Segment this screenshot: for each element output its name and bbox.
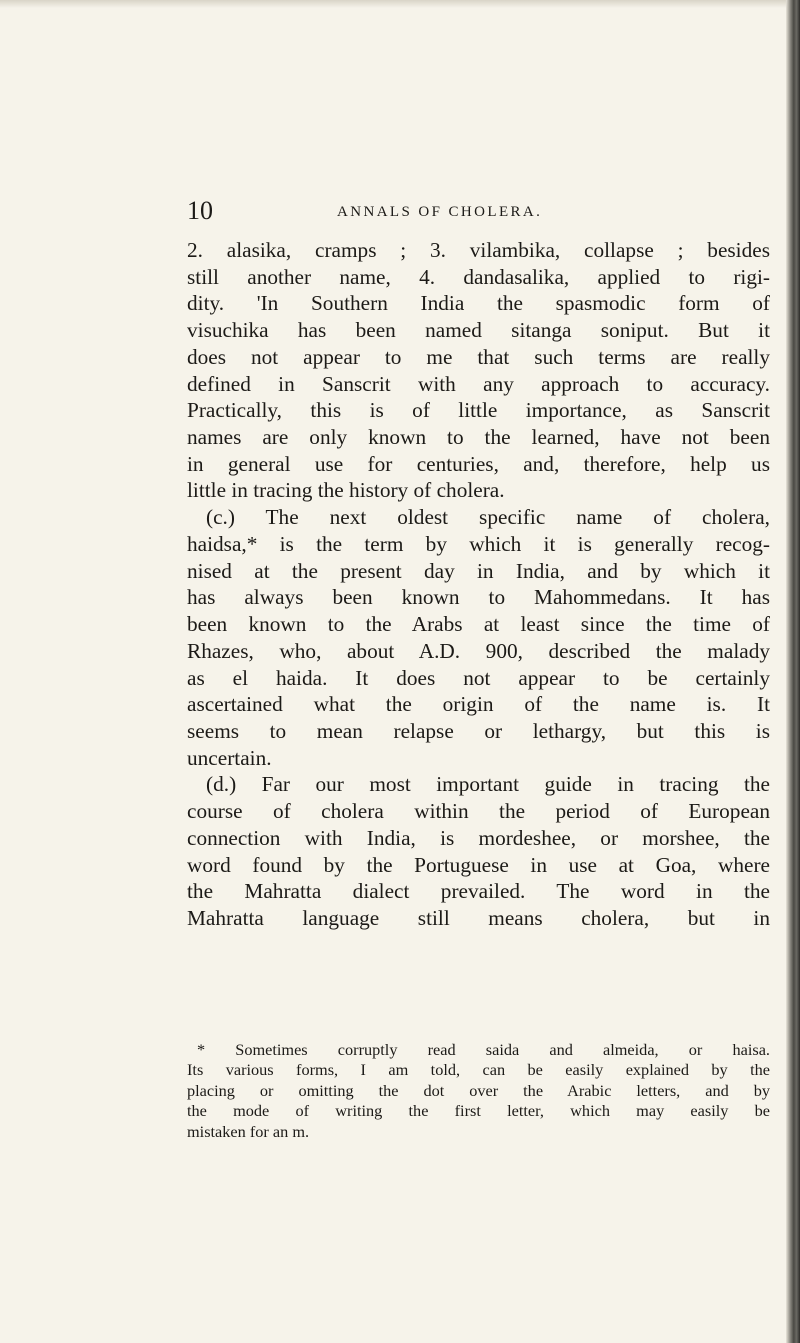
body-line: the Mahratta dialect prevailed. The word in the	[187, 879, 770, 904]
body-line: ascertained what the origin of the name is. It	[187, 692, 770, 717]
body-line: still another name, 4. dandasalika, applied to rigi-	[187, 264, 770, 289]
running-title: ANNALS OF CHOLERA.	[337, 204, 543, 220]
body-line: course of cholera within the period of European	[187, 799, 770, 824]
body-line: defined in Sanscrit with any approach to accuracy.	[187, 371, 770, 396]
body-line: dity. 'In Southern India the spasmodic form of	[187, 291, 770, 316]
footnote	[187, 1040, 770, 1142]
page-top-edge	[0, 0, 800, 8]
footnote-line: placing or omitting the dot over the Arabic letters, and by	[187, 1080, 770, 1100]
footnote-line: Its various forms, I am told, can be easily explained by the	[187, 1060, 770, 1080]
footnote-line: * Sometimes corruptly read saida and almeida, or haisa.	[197, 1040, 770, 1059]
body-line: Rhazes, who, about A.D. 900, described the malady	[187, 638, 770, 663]
body-line: names are only known to the learned, have not been	[187, 425, 770, 450]
body-line: does not appear to me that such terms are really	[187, 344, 770, 369]
body-line: word found by the Portuguese in use at Goa, where	[187, 852, 770, 877]
body-line: 2. alasika, cramps ; 3. vilambika, collapse ; besides	[187, 238, 770, 262]
body-line: Mahratta language still means cholera, but in	[187, 905, 770, 930]
running-head	[187, 196, 777, 226]
body-line: connection with India, is mordeshee, or morshee, the	[187, 825, 770, 850]
page-binding-edge	[786, 0, 800, 1343]
body-line: been known to the Arabs at least since the time of	[187, 612, 770, 637]
page-number: 10	[187, 196, 213, 225]
body-line: little in tracing the history of cholera.	[187, 478, 505, 503]
body-line: has always been known to Mahommedans. It has	[187, 585, 770, 610]
body-line: as el haida. It does not appear to be certainly	[187, 665, 770, 690]
body-text	[187, 237, 770, 932]
body-line: (c.) The next oldest specific name of cholera,	[206, 505, 770, 530]
body-line: in general use for centuries, and, therefore, help us	[187, 451, 770, 476]
body-line: visuchika has been named sitanga soniput. But it	[187, 318, 770, 343]
body-line: uncertain.	[187, 745, 272, 770]
body-line: haidsa,* is the term by which it is generally recog-	[187, 531, 770, 556]
body-line: seems to mean relapse or lethargy, but this is	[187, 718, 770, 743]
body-line: nised at the present day in India, and by which it	[187, 558, 770, 583]
body-line: (d.) Far our most important guide in tracing the	[206, 772, 770, 797]
body-line: Practically, this is of little importance, as Sanscrit	[187, 398, 770, 423]
footnote-line: the mode of writing the first letter, which may easily be	[187, 1101, 770, 1121]
footnote-line: mistaken for an m.	[187, 1121, 310, 1141]
